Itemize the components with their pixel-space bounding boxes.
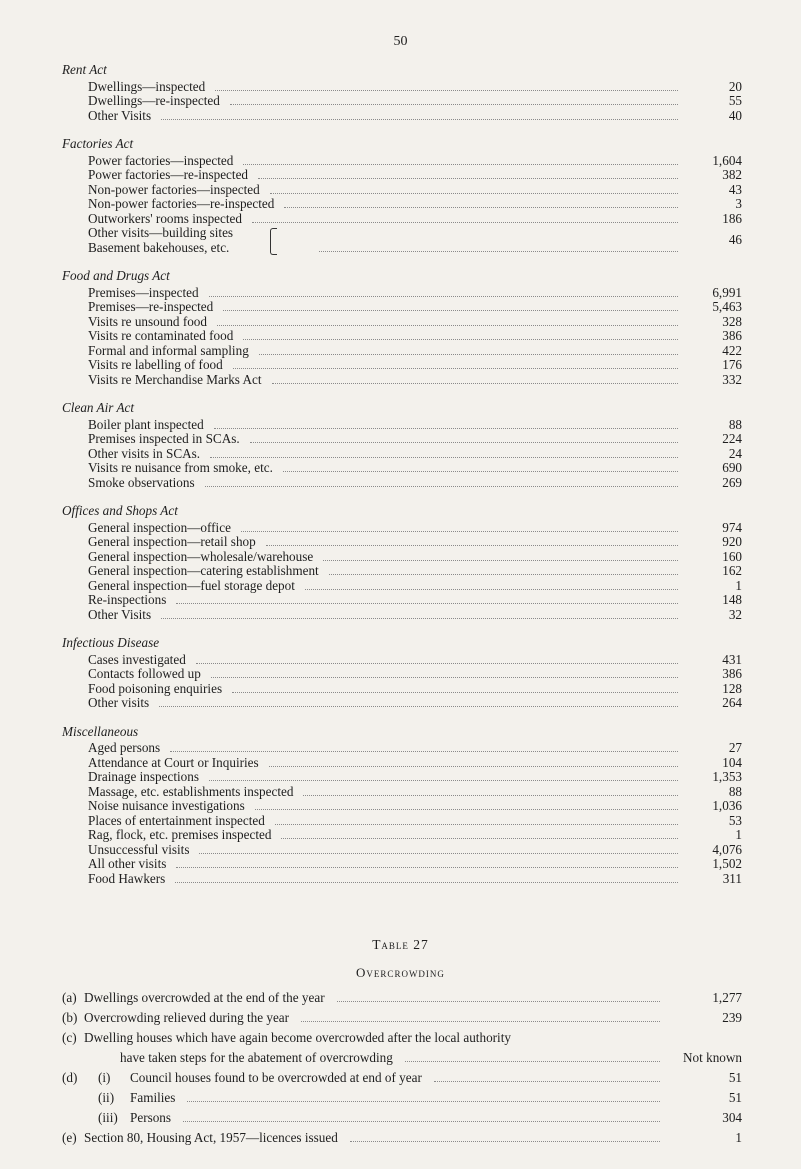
row-label: Unsuccessful visits [88,841,190,857]
row-value: Not known [683,1050,742,1065]
list-item [62,183,742,198]
row-value: 3 [735,196,742,211]
row-label: Drainage inspections [88,769,199,784]
list-item [62,593,742,608]
row-letter: (b) [62,1010,78,1025]
row-label: Noise nuisance investigations [88,798,245,813]
row-value: 974 [722,519,742,535]
leader-dots [243,339,678,340]
row-label: Visits re labelling of food [88,357,223,372]
row-value: 386 [722,666,742,681]
row-label: Basement bakehouses, etc. [88,239,230,255]
list-item [62,344,742,359]
table-row [62,990,742,1005]
row-value: 1,353 [712,769,742,784]
row-label: Premises inspected in SCAs. [88,431,240,446]
row-label: General inspection—wholesale/warehouse [88,548,314,564]
row-letter: (a) [62,990,77,1005]
row-label: Outworkers' rooms inspected [88,210,243,226]
row-label: Premises—inspected [88,284,199,300]
leader-dots [269,766,678,767]
row-value: 104 [722,754,742,770]
row-label: Visits re nuisance from smoke, etc. [88,460,273,475]
leader-dots [250,442,678,443]
list-item [62,300,742,315]
leader-dots [305,589,678,590]
list-item [62,432,742,447]
row-value: 269 [722,474,742,490]
leader-dots [275,824,678,825]
row-value: 6,991 [712,284,742,300]
leader-dots [434,1081,660,1082]
row-label: Food poisoning enquiries [88,680,223,696]
leader-dots [258,178,678,179]
row-label: Dwellings—inspected [88,78,206,94]
row-subletter: (ii) [98,1090,115,1105]
section-title: Food and Drugs Act [62,268,170,283]
table-title: Table 27 [372,937,429,952]
row-value: 1 [735,577,742,593]
list-item [62,564,742,579]
leader-dots [161,618,678,619]
leader-dots [272,383,678,384]
section-0 [62,63,742,123]
row-letter: (e) [62,1130,77,1145]
list-item [62,785,742,800]
list-item [62,315,742,330]
row-label: Premises—re-inspected [88,299,214,314]
row-label: Council houses found to be overcrowded at end of year [130,1070,422,1085]
row-value: 304 [722,1110,742,1125]
row-label: Non-power factories—re-inspected [88,196,275,211]
leader-dots [205,486,678,487]
row-value: 55 [728,93,742,108]
list-item [62,667,742,682]
row-value: 186 [722,210,742,226]
row-value: 1,604 [712,152,742,168]
leader-dots [252,222,678,223]
leader-dots [223,310,678,311]
list-item [62,814,742,829]
row-value: 382 [722,167,742,182]
list-item [62,109,742,124]
row-value: 4,076 [712,841,742,857]
section-title: Factories Act [62,136,134,151]
leader-dots [232,692,678,693]
row-label: Re-inspections [88,592,167,607]
list-item [62,799,742,814]
inspection-summary [62,63,742,900]
table-row [62,1010,742,1025]
section-title: Clean Air Act [62,400,135,415]
row-label: General inspection—retail shop [88,534,256,549]
leader-dots [301,1021,660,1022]
leader-dots [233,368,678,369]
row-label: Section 80, Housing Act, 1957—licences issued [84,1130,338,1145]
row-label: General inspection—fuel storage depot [88,577,295,593]
row-value: 431 [722,651,742,667]
row-label: Visits re Merchandise Marks Act [88,371,262,387]
leader-dots [215,90,678,91]
row-label: Dwellings overcrowded at the end of the year [84,990,325,1005]
section-5 [62,636,742,711]
row-value: 40 [728,107,742,123]
row-value: 160 [722,548,742,564]
row-value: 690 [722,460,742,475]
list-item [62,418,742,433]
list-item [62,696,742,711]
table-row [62,1070,742,1085]
row-value: 43 [728,181,742,197]
leader-dots [161,119,678,120]
row-value: 1 [735,827,742,842]
overcrowding-table [62,990,742,1150]
row-label: have taken steps for the abatement of overcrowding [120,1050,393,1065]
row-label: Boiler plant inspected [88,416,204,432]
row-value: 311 [722,870,742,886]
row-label: Other Visits [88,606,152,622]
leader-dots [170,751,678,752]
row-label: Rag, flock, etc. premises inspected [88,827,272,842]
section-title: Rent Act [62,62,107,77]
list-item [62,770,742,785]
row-label: Non-power factories—inspected [88,181,260,197]
row-label: Contacts followed up [88,666,201,681]
section-title: Miscellaneous [62,723,139,739]
list-item [62,168,742,183]
leader-dots [337,1001,660,1002]
row-letter: (d) [62,1070,78,1085]
list-item [62,653,742,668]
list-item [62,197,742,212]
row-label: Persons [130,1110,172,1125]
row-label: Other visits—building sites [88,225,234,240]
row-label: Dwelling houses which have again become overcrowded after the local authority [84,1030,511,1045]
row-label: Dwellings—re-inspected [88,93,220,108]
row-label: Food Hawkers [88,870,166,886]
leader-dots [405,1061,660,1062]
leader-dots [210,457,678,458]
row-label: Other visits in SCAs. [88,445,201,461]
list-item [62,857,742,872]
row-label: Formal and informal sampling [88,342,249,358]
leader-dots [283,471,678,472]
list-item [62,226,742,241]
leader-dots [209,296,678,297]
row-label: Other Visits [88,107,152,123]
row-value: 224 [722,431,742,446]
row-value: 1,502 [712,856,742,871]
row-value: 5,463 [712,299,742,314]
row-value: 27 [728,740,742,755]
row-value: 20 [728,78,742,94]
leader-dots [159,706,678,707]
list-item [62,80,742,95]
row-value: 239 [722,1010,742,1025]
list-item [62,682,742,697]
leader-dots [266,545,678,546]
leader-dots [230,104,678,105]
leader-dots [319,251,678,252]
leader-dots [303,795,678,796]
leader-dots [350,1141,660,1142]
table-row [62,1110,742,1125]
leader-dots [187,1101,660,1102]
brace [270,228,277,255]
row-value: 328 [722,313,742,329]
section-2 [62,269,742,387]
row-value: 386 [722,328,742,343]
list-item [62,476,742,491]
page-number: 50 [393,34,408,49]
row-label: Overcrowding relieved during the year [84,1010,290,1025]
list-item [62,94,742,109]
leader-dots [175,882,678,883]
list-item [62,550,742,565]
row-value: 1,036 [712,798,742,813]
leader-dots [199,853,678,854]
list-item [62,461,742,476]
table-row [62,1090,742,1105]
leader-dots [323,560,678,561]
row-label: General inspection—office [88,519,231,535]
section-1 [62,137,742,255]
leader-dots [255,809,678,810]
row-value: 128 [722,680,742,696]
row-value: 162 [722,563,742,578]
section-4 [62,504,742,622]
row-label: All other visits [88,856,167,871]
row-label: Other visits [88,695,150,710]
row-value: 264 [722,695,742,710]
list-item [62,286,742,301]
leader-dots [329,574,678,575]
list-item [62,154,742,169]
leader-dots [211,677,678,678]
row-value: 920 [722,534,742,549]
table-row [62,1030,742,1045]
list-item [62,447,742,462]
table-row [62,1130,742,1145]
row-label: General inspection—catering establishment [88,563,319,578]
row-value: 88 [728,416,742,432]
list-item [62,212,742,227]
leader-dots [176,867,678,868]
row-value: 53 [728,812,742,828]
row-value: 24 [728,445,742,461]
row-label: Places of entertainment inspected [88,812,265,828]
leader-dots [209,780,678,781]
list-item [62,579,742,594]
leader-dots [243,164,678,165]
row-value: 51 [728,1090,742,1105]
leader-dots [183,1121,660,1122]
leader-dots [176,603,678,604]
list-item [62,535,742,550]
row-label: Power factories—re-inspected [88,167,249,182]
row-letter: (c) [62,1030,77,1045]
list-item [62,521,742,536]
row-subletter: (iii) [98,1110,118,1125]
leader-dots [270,193,678,194]
section-title: Infectious Disease [62,635,160,650]
row-value: 1 [735,1130,742,1145]
list-item [62,608,742,623]
list-item [62,872,742,887]
list-item [62,373,742,388]
table-row [62,1050,742,1065]
leader-dots [284,207,678,208]
leader-dots [217,325,678,326]
section-3 [62,401,742,490]
row-label: Families [130,1090,176,1105]
row-value: 1,277 [712,990,742,1005]
section-title: Offices and Shops Act [62,503,178,518]
leader-dots [196,663,678,664]
section-6 [62,725,742,887]
list-item [62,329,742,344]
row-value: 332 [722,371,742,387]
leader-dots [259,354,678,355]
row-value: 51 [728,1070,742,1085]
row-value: 148 [722,592,742,607]
list-item [62,358,742,373]
row-value: 88 [728,783,742,799]
row-value: 176 [722,357,742,372]
row-value: 422 [722,342,742,358]
leader-dots [241,531,678,532]
list-item [62,741,742,756]
row-label: Aged persons [88,740,161,755]
row-label: Attendance at Court or Inquiries [88,754,259,770]
row-label: Visits re contaminated food [88,328,234,343]
row-value: 32 [728,606,742,622]
row-label: Cases investigated [88,651,186,667]
row-label: Visits re unsound food [88,313,207,329]
leader-dots [281,838,678,839]
row-label: Massage, etc. establishments inspected [88,783,294,799]
list-item [62,756,742,771]
list-item [62,843,742,858]
table-subtitle: Overcrowding [356,965,445,980]
row-label: Power factories—inspected [88,152,234,168]
row-subletter: (i) [98,1070,111,1085]
list-item [62,828,742,843]
leader-dots [214,428,678,429]
row-label: Smoke observations [88,474,195,490]
row-value: 46 [728,231,742,247]
